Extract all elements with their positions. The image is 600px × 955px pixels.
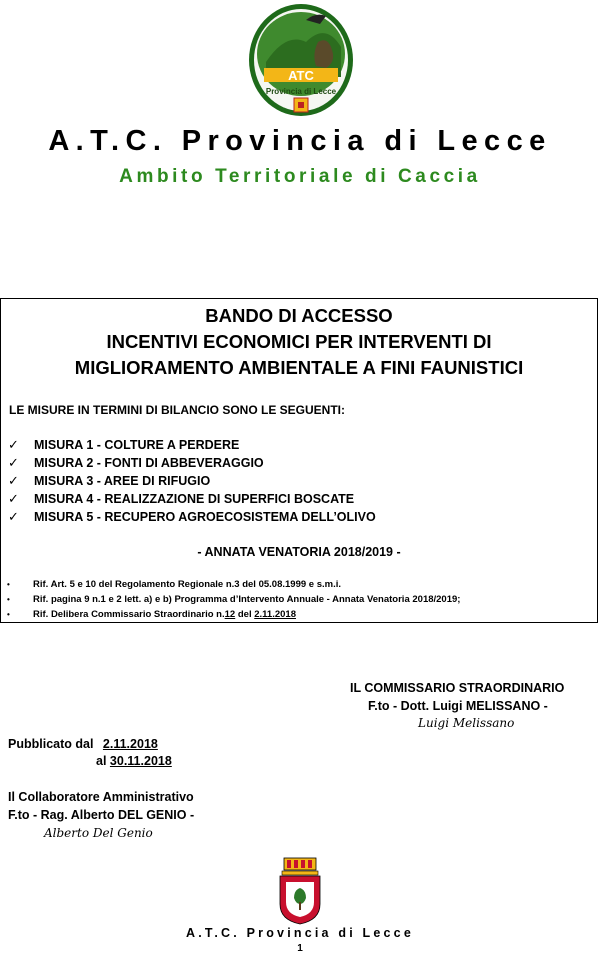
bullet-icon: •	[7, 580, 10, 589]
publication-to	[96, 754, 172, 768]
commissioner-name: F.to - Dott. Luigi MELISSANO -	[368, 699, 548, 713]
logo-text: ATC	[288, 68, 314, 83]
org-title: A.T.C. Provincia di Lecce	[48, 125, 552, 157]
page-number: 1	[297, 943, 303, 954]
measure-item	[8, 491, 354, 507]
measure-label: MISURA 3 - AREE DI RIFUGIO	[34, 474, 211, 488]
commissioner-role: IL COMMISSARIO STRAORDINARIO	[350, 681, 565, 695]
hunting-season: - ANNATA VENATORIA 2018/2019 -	[197, 545, 401, 559]
check-icon: ✓	[8, 455, 19, 470]
region-emblem-icon	[276, 856, 324, 926]
measure-label: MISURA 5 - RECUPERO AGROECOSISTEMA DELL’OLIVO	[34, 510, 376, 524]
publication-from-date: 2.11.2018	[102, 737, 158, 751]
bullet-icon: •	[7, 595, 10, 604]
check-icon: ✓	[8, 473, 19, 488]
measures-intro: LE MISURE IN TERMINI DI BILANCIO SONO LE SEGUENTI:	[9, 403, 346, 417]
measure-item	[8, 455, 264, 471]
notice-box	[0, 298, 598, 623]
notice-heading-line-1: BANDO DI ACCESSO	[205, 305, 393, 326]
publication-label: Pubblicato dal	[8, 737, 94, 751]
measure-item	[8, 509, 376, 525]
reference-item	[7, 609, 296, 620]
reference-item	[7, 579, 341, 590]
resolution-date: 2.11.2018	[254, 609, 296, 620]
reference-text: Rif. Art. 5 e 10 del Regolamento Regionale n.3 del 05.08.1999 e s.m.i.	[33, 579, 341, 590]
reference-prefix: Rif. Delibera Commissario Straordinario n.	[33, 609, 225, 620]
check-icon: ✓	[8, 509, 19, 524]
reference-text: Rif. pagina 9 n.1 e 2 lett. a) e b) Programma d’Intervento Annuale - Annata Venatoria 2018/2019;	[33, 594, 461, 605]
notice-heading-line-2: INCENTIVI ECONOMICI PER INTERVENTI DI	[106, 331, 492, 352]
collaborator-name: F.to - Rag. Alberto DEL GENIO -	[8, 808, 195, 822]
logo-subtext: Provincia di Lecce	[265, 87, 337, 96]
commissioner-signature: Luigi Melissano	[418, 716, 515, 730]
collaborator-signature: Alberto Del Genio	[44, 826, 153, 840]
reference-item	[7, 594, 460, 605]
measure-item	[8, 473, 210, 489]
measure-item	[8, 437, 239, 453]
check-icon: ✓	[8, 437, 19, 452]
measure-label: MISURA 4 - REALIZZAZIONE DI SUPERFICI BOSCATE	[34, 492, 355, 506]
notice-heading-line-3: MIGLIORAMENTO AMBIENTALE A FINI FAUNISTICI	[74, 357, 524, 378]
footer-title: A.T.C. Provincia di Lecce	[186, 926, 414, 940]
atc-logo	[246, 2, 356, 120]
bullet-icon: •	[7, 610, 10, 619]
measure-label: MISURA 2 - FONTI DI ABBEVERAGGIO	[34, 456, 264, 470]
measure-label: MISURA 1 - COLTURE A PERDERE	[34, 438, 240, 452]
publication-from	[8, 737, 158, 751]
publication-to-label: al	[96, 754, 107, 768]
collaborator-role: Il Collaboratore Amministrativo	[8, 790, 194, 804]
check-icon: ✓	[8, 491, 19, 506]
org-subtitle: Ambito Territoriale di Caccia	[119, 166, 481, 187]
publication-to-date: 30.11.2018	[109, 754, 172, 768]
resolution-number: 12	[224, 609, 236, 620]
reference-mid: del	[235, 609, 255, 620]
